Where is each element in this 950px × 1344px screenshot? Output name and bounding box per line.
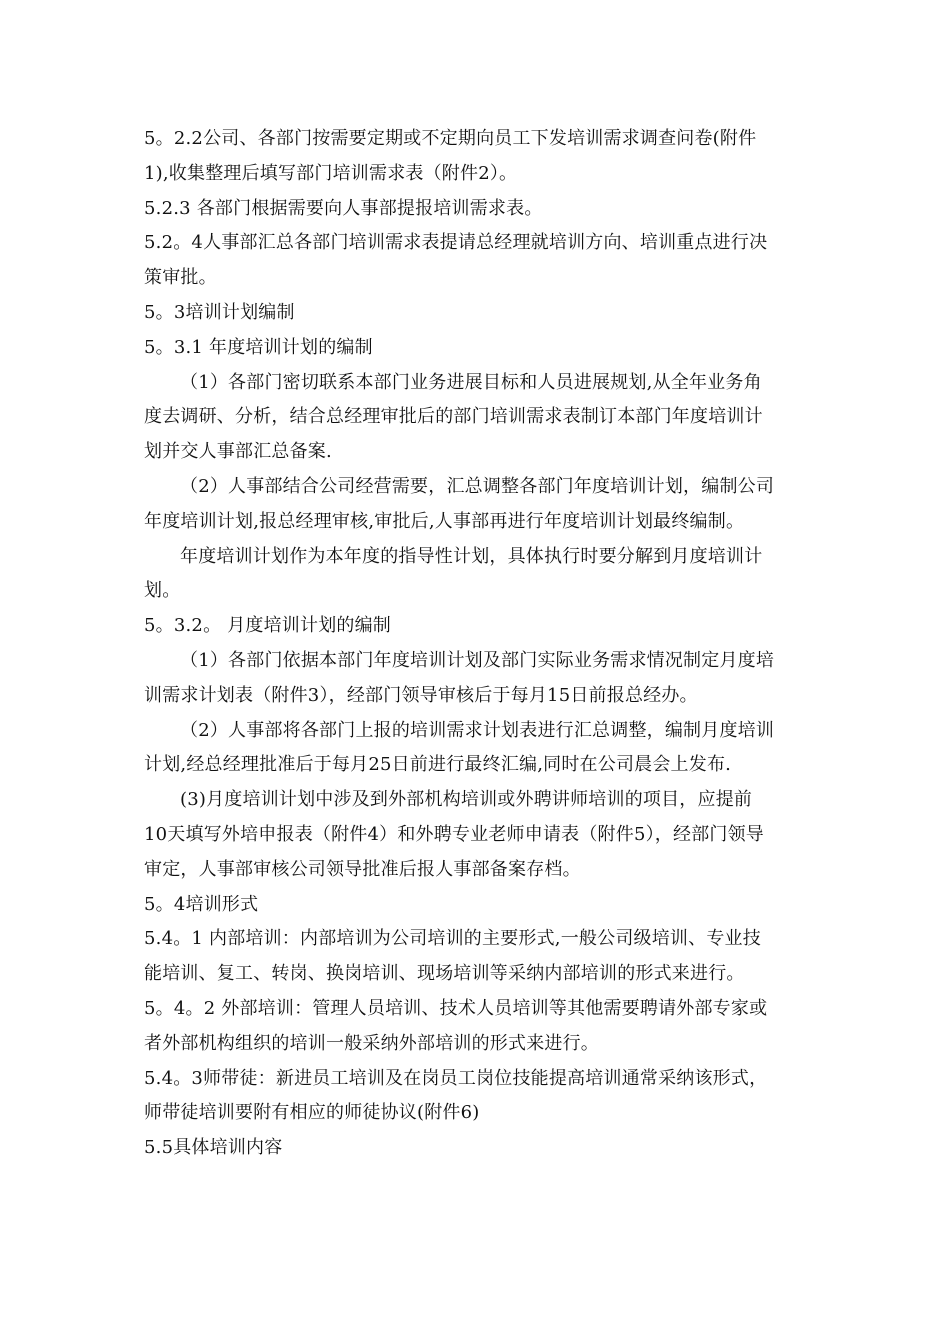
text-line: 师带徒培训要附有相应的师徒协议(附件6) — [144, 1102, 480, 1124]
text-line: 度去调研、分析，结合总经理审批后的部门培训需求表制订本部门年度培训计 — [144, 406, 763, 428]
text-line: 1),收集整理后填写部门培训需求表（附件2）。 — [144, 162, 518, 184]
text-line: 计划,经总经理批准后于每月25日前进行最终汇编,同时在公司晨会上发布. — [144, 754, 732, 776]
text-line: 划。 — [144, 580, 181, 602]
text-line: 5.2。4人事部汇总各部门培训需求表提请总经理就培训方向、培训重点进行决 — [144, 232, 768, 254]
text-line: 5.4。3师带徒：新进员工培训及在岗员工岗位技能提高培训通常采纳该形式， — [144, 1067, 768, 1089]
text-line: （1）各部门依据本部门年度培训计划及部门实际业务需求情况制定月度培 — [180, 649, 775, 671]
text-line: 策审批。 — [144, 267, 217, 289]
text-line: (3)月度培训计划中涉及到外部机构培训或外聘讲师培训的项目，应提前 — [180, 789, 753, 811]
text-line: 审定，人事部审核公司领导批准后报人事部备案存档。 — [144, 858, 581, 880]
text-line: 训需求计划表（附件3），经部门领导审核后于每月15日前报总经办。 — [144, 684, 698, 706]
text-line: 者外部机构组织的培训一般采纳外部培训的形式来进行。 — [144, 1032, 599, 1054]
text-line: （2）人事部将各部门上报的培训需求计划表进行汇总调整，编制月度培训 — [180, 719, 775, 741]
text-line: （2）人事部结合公司经营需要，汇总调整各部门年度培训计划，编制公司 — [180, 475, 775, 497]
text-line: 5。3.1 年度培训计划的编制 — [144, 336, 373, 358]
text-line: 5。3.2。 月度培训计划的编制 — [144, 615, 391, 637]
text-line: 年度培训计划作为本年度的指导性计划，具体执行时要分解到月度培训计 — [180, 545, 763, 567]
text-line: 10天填写外培申报表（附件4）和外聘专业老师申请表（附件5），经部门领导 — [144, 823, 765, 845]
text-line: 5.2.3 各部门根据需要向人事部提报培训需求表。 — [144, 197, 543, 219]
text-line: （1）各部门密切联系本部门业务进展目标和人员进展规划,从全年业务角 — [180, 371, 762, 393]
text-line: 5.5具体培训内容 — [144, 1137, 283, 1159]
text-line: 能培训、复工、转岗、换岗培训、现场培训等采纳内部培训的形式来进行。 — [144, 963, 745, 985]
text-line: 5。3培训计划编制 — [144, 301, 295, 323]
text-line: 划并交人事部汇总备案. — [144, 441, 332, 463]
text-line: 5.4。1 内部培训：内部培训为公司培训的主要形式,一般公司级培训、专业技 — [144, 928, 761, 950]
text-line: 5。4。2 外部培训：管理人员培训、技术人员培训等其他需要聘请外部专家或 — [144, 997, 768, 1019]
document-body — [144, 122, 808, 1166]
text-line: 5。4培训形式 — [144, 893, 259, 915]
text-line: 年度培训计划,报总经理审核,审批后,人事部再进行年度培训计划最终编制。 — [144, 510, 745, 532]
text-line: 5。2.2公司、各部门按需要定期或不定期向员工下发培训需求调查问卷(附件 — [144, 128, 757, 149]
